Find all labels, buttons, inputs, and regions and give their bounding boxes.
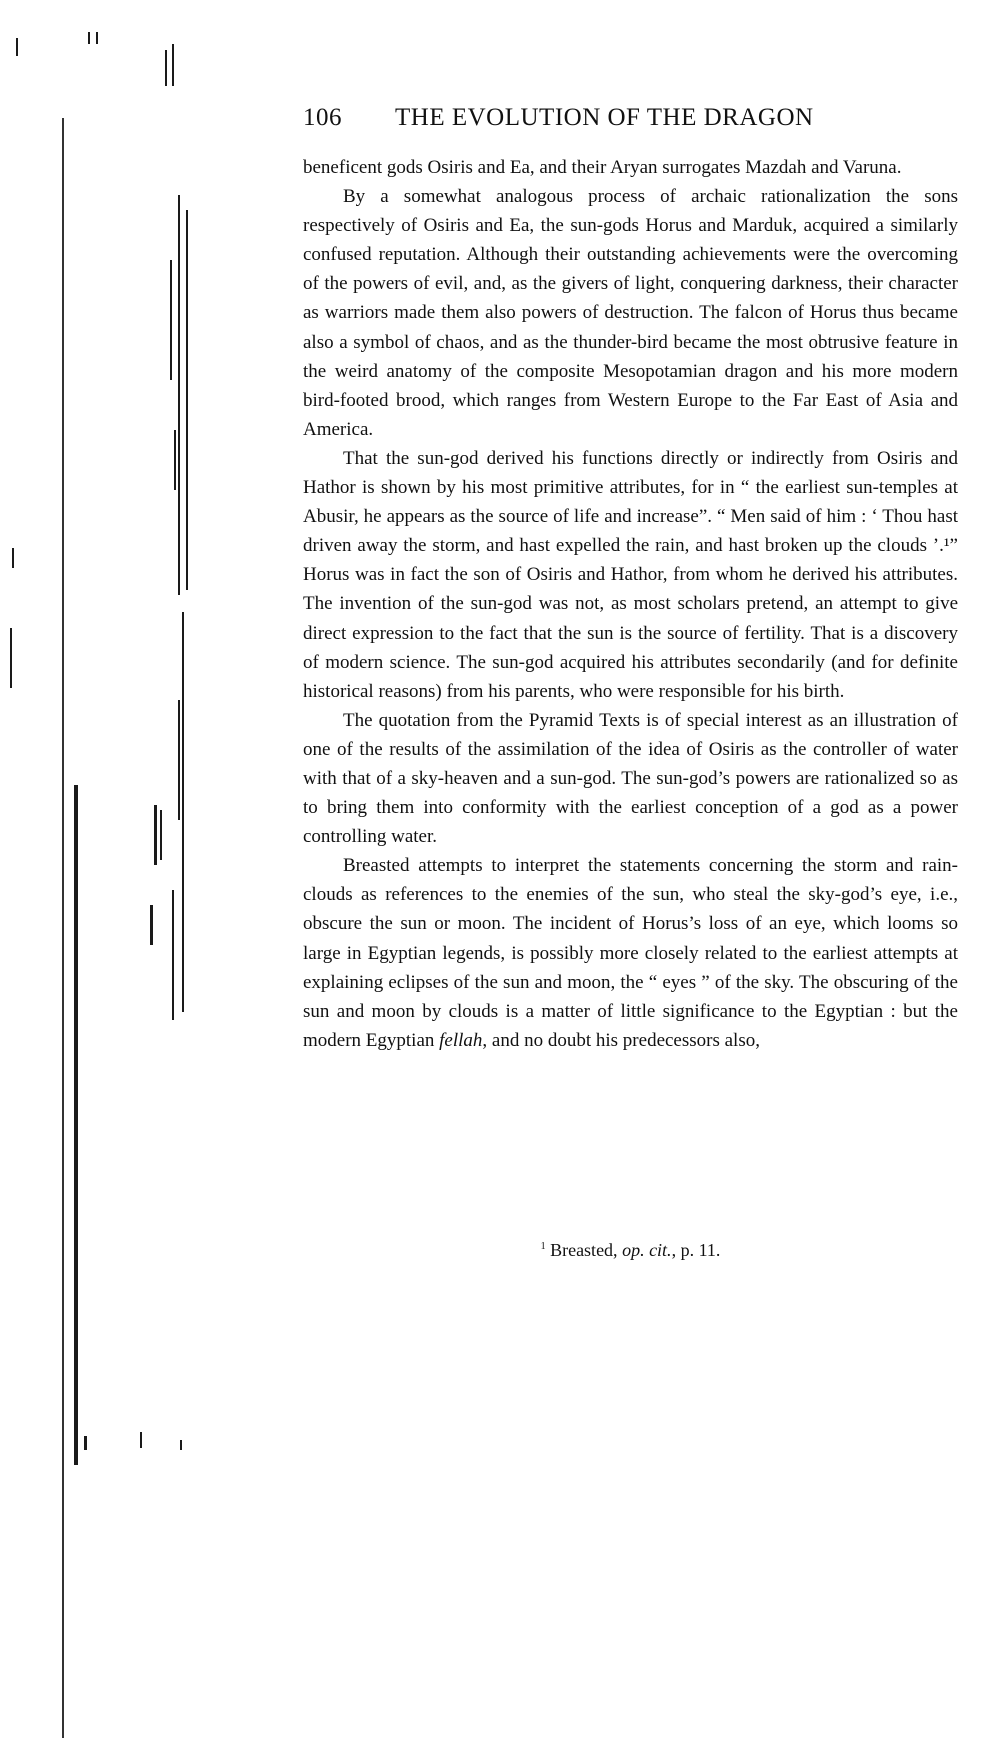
footnote-page: , p. 11. <box>671 1240 721 1260</box>
paragraph <box>303 851 958 1055</box>
running-header <box>303 104 963 132</box>
running-title: THE EVOLUTION OF THE DRAGON <box>395 104 814 131</box>
footnote <box>303 1240 958 1261</box>
footnote-ref: op. cit. <box>622 1240 672 1260</box>
paragraph: beneficent gods Osiris and Ea, and their Aryan surrogates Mazdah and Varuna. <box>303 157 902 178</box>
body-text <box>303 153 958 1055</box>
page-number: 106 <box>303 104 342 131</box>
paragraph-text: , and no doubt his predecessors also, <box>482 1029 760 1051</box>
paragraph: That the sun-god derived his functions directly or indirectly from Osiris and Hathor is shown by his most primitive attributes, for in “ the earliest sun-temples at Abusir, he appears as the source of life and increase”. “ Men said of him : ‘ Thou hast driven away the storm, and hast expelled the rain, and hast broken up the clouds ’.¹” Horus was in fact the son of Osiris and Hathor, from whom he derived his attributes. The invention of the sun-god was not, as most scholars pretend, an attempt to give direct expression to the fact that the sun is the source of fertility. That is a discovery of modern science. The sun-god acquired his attributes secondarily (and for definite historical reasons) from his parents, who were responsible for his birth. <box>303 447 958 702</box>
paragraph: By a somewhat analogous process of archaic rationalization the sons respectively of Osiris and Ea, the sun-gods Horus and Marduk, acquired a similarly confused reputation. Although their outstanding achievements were the overcoming of the powers of evil, and, as the givers of light, conquering darkness, their character as warriors made them also powers of destruction. The falcon of Horus thus became also a symbol of chaos, and as the thunder-bird became the most obtrusive feature in the weird anatomy of the composite Mesopotamian dragon and his more modern bird-footed brood, which ranges from Western Europe to the Far East of Asia and America. <box>303 186 958 440</box>
footnote-author: Breasted, <box>550 1240 618 1260</box>
paragraph-text: Breasted attempts to interpret the statements concerning the storm and rain-clouds as references to the enemies of the sun, who steal the sky-god’s eye, i.e., obscure the sun or moon. The incident of Horus’s loss of an eye, which looms so large in Egyptian legends, is possibly more closely related to the earliest attempts at explaining eclipses of the sun and moon, the “ eyes ” of the sky. The obscuring of the sun and moon by clouds is a matter of little significance to the Egyptian : but the modern Egyptian <box>303 855 958 1051</box>
footnote-marker: 1 <box>540 1241 546 1252</box>
italic-term: fellah <box>439 1029 483 1051</box>
paragraph: The quotation from the Pyramid Texts is of special interest as an illustration of one of the results of the assimilation of the idea of Osiris as the controller of water with that of a sky-heaven and a sun-god. The sun-god’s powers are rationalized so as to bring them into conformity with the earliest conception of a god as a power controlling water. <box>303 709 958 848</box>
